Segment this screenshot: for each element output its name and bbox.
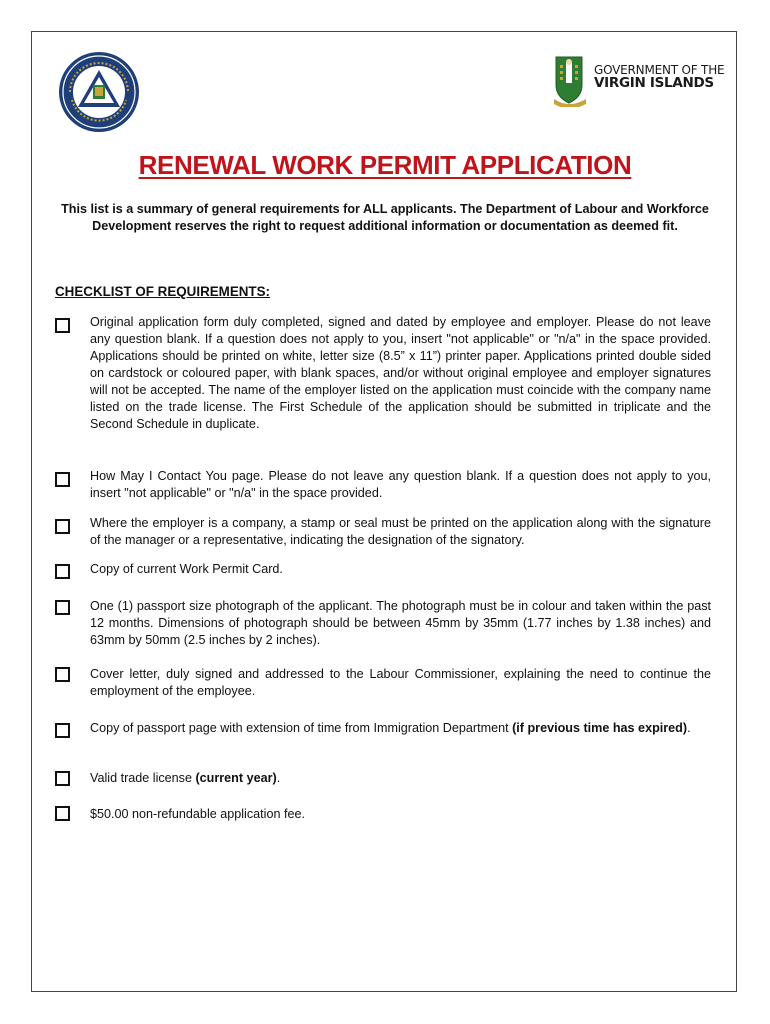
checklist-item-text (90, 770, 711, 787)
checklist-item-text-part: . (687, 721, 691, 735)
checkbox[interactable] (55, 600, 70, 615)
checkbox[interactable] (55, 318, 70, 333)
coat-of-arms-icon (552, 55, 592, 107)
page-title: RENEWAL WORK PERMIT APPLICATION (138, 150, 632, 180)
checklist-heading: CHECKLIST OF REQUIREMENTS: (55, 284, 270, 299)
checkbox[interactable] (55, 771, 70, 786)
checklist-item-text (90, 720, 711, 737)
checklist-item-text: One (1) passport size photograph of the applicant. The photograph must be in colour and taken within the past 12 months. Dimensions of photograph should be between 45mm by 35mm (1.77 inches by 1.38 inches) and 63mm by 50mm (2.5 inches by 2 inches). (90, 599, 711, 647)
checklist-item-text-part: . (276, 771, 281, 785)
checklist-item-text: How May I Contact You page. Please do not leave any question blank. If a question does not apply to you, insert "not applicable" or "n/a" in the space provided. (90, 469, 711, 500)
department-seal-logo (58, 51, 140, 133)
government-logo (552, 55, 725, 107)
checklist-item-text: Copy of current Work Permit Card. (90, 562, 283, 576)
checklist-item-emphasis: (current year) (195, 771, 277, 785)
checkbox[interactable] (55, 564, 70, 579)
checklist-item-emphasis: (if previous time has expired) (512, 721, 688, 735)
checkbox[interactable] (55, 519, 70, 534)
checklist-item-text-part: Valid trade license (90, 771, 196, 785)
checklist-item-text: Where the employer is a company, a stamp or seal must be printed on the application along with the signature of the manager or a representative, indicating the designation of the signatory. (90, 516, 711, 547)
government-name (594, 64, 724, 91)
checklist-item-text: Original application form duly completed, signed and dated by employee and employer. Please do not leave any question blank. If a question does not apply to you, insert "not applicable" or "n/a" in the space provided. Applications should be printed on white, letter size (8.5” x 11”) printer paper. Applications printed double sided on cardstock or coloured paper, with blank spaces, and/or without original employee and employer signatures will not be accepted. The name of the employer listed on the application must coincide with the company name listed on the trade license. The First Schedule of the application should be submitted in triplicate and the Second Schedule in duplicate. (90, 315, 711, 431)
government-name-line1: GOVERNMENT OF THE (594, 63, 725, 77)
government-name-line2: VIRGIN ISLANDS (594, 75, 714, 91)
intro-paragraph: This list is a summary of general requirements for ALL applicants. The Department of Labour and Workforce Development reserves the right to request additional information or documentation as deemed fit. (61, 202, 709, 233)
checkbox[interactable] (55, 472, 70, 487)
checkbox[interactable] (55, 667, 70, 682)
checklist-item-text: Cover letter, duly signed and addressed to the Labour Commissioner, explaining the need to continue the employment of the employee. (90, 667, 711, 698)
checklist-item-text-part: Copy of passport page with extension of time from Immigration Department (90, 721, 513, 735)
checkbox[interactable] (55, 723, 70, 738)
checkbox[interactable] (55, 806, 70, 821)
checklist-item-text: $50.00 non-refundable application fee. (90, 807, 305, 821)
